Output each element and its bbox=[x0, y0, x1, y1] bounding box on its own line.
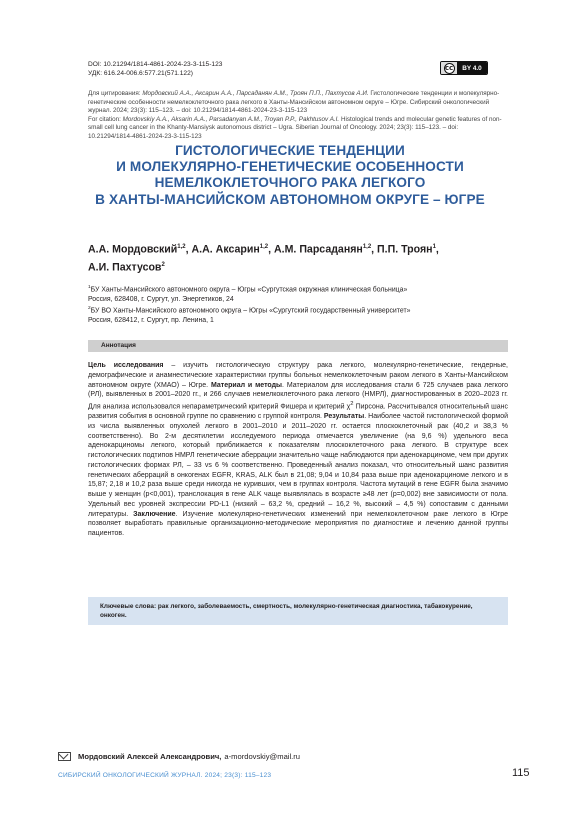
author-name: А.А. Аксарин bbox=[191, 243, 260, 256]
author-affil-sup: 1,2 bbox=[177, 244, 186, 250]
page-number: 115 bbox=[512, 767, 530, 779]
affil-address: Россия, 628408, г. Сургут, ул. Энергетиков, 24 bbox=[88, 295, 234, 303]
keywords-label: Ключевые слова: bbox=[100, 603, 157, 610]
corresponding-author bbox=[58, 752, 300, 761]
results-text: . Наиболее частой гистологической формой из числа выявленных опухолей легкого в 2001–2010 и 2011–2020 гг. остается плоскоклеточный рак (40,2 и 38,3 % соответственно). Во 2-м десятилетии исследуемого периода отмечается увеличение (на 9,6 %) удельного веса аденокарциномы легкого, который приближается к показателям плоскоклеточного рака легкого. В структуре всех гистологических подтипов НМРЛ генетические аберрации значительно чаще наблюдаются при аденокарциноме, чем при других гистологических формах РЛ, – 33 vs 6 % соответственно. Проведенный анализ показал, что относительный шанс развития генетических аберраций в онкогенах EGFR, KRAS, ALK был в 21,08; 9,04 и 10,84 раза выше при аденокарциноме легкого и в 15,87; 2,18 и 10,2 раза выше среди никогда не куривших, чем в группах контроля. Частота мутаций в гене EGFR была значимо выше у женщин (p<0,001), транслокация в гене ALK чаще выявлялась в возрасте ≥48 лет (p=0,002) вне зависимости от пола. Удельный вес уровней экспрессии PD-L1 (низкий – 63,2 %, средний – 16,2 %, высокий – 4,5 %) сопоставим с данными литературы. bbox=[88, 413, 509, 518]
cc-license-badge[interactable] bbox=[440, 61, 488, 75]
affil-sup: 2 bbox=[88, 306, 91, 312]
citation-ru-text: Гистологические тенденции и молекулярно-генетические особенности немелкоклеточного рака легкого в Ханты-Мансийском автономном округе – Югре. Сибирский онкологический журнал. 2024; 23(3): 115–123. – doi: 10.21294/1814-4861-2024-23-3-115-123 bbox=[88, 90, 500, 115]
affil-org: БУ Ханты-Мансийского автономного округа – Югры «Сургутская окружная клиническая больница» bbox=[90, 286, 408, 294]
author-list: А.А. Мордовский$^{1,2}$, А.А. Аксарин$^{1,2}$, А.М. Парсаданян$^{1,2}$, П.П. Троян$^1$, А.И. Пахтусов$^2$ bbox=[88, 243, 439, 274]
article-meta bbox=[88, 60, 222, 78]
envelope-icon bbox=[58, 752, 71, 761]
citation-ru-label: Для цитирования: bbox=[88, 90, 141, 97]
chi-sup: 2 bbox=[350, 401, 354, 407]
contact-email[interactable]: a-mordovskiy@mail.ru bbox=[224, 752, 301, 761]
cc-icon: cc bbox=[444, 63, 454, 72]
citation-ru-authors: Мордовский А.А., Аксарин А.А., Парсаданян А.М., Троян П.П., Пахтусов А.И. bbox=[142, 90, 369, 97]
title-line: ГИСТОЛОГИЧЕСКИЕ ТЕНДЕНЦИИ bbox=[175, 143, 405, 158]
author-affil-sup: 2 bbox=[161, 261, 165, 268]
license-label: BY 4.0 bbox=[457, 62, 487, 74]
author-name: А.И. Пахтусов bbox=[88, 261, 162, 274]
conclusion-text: . Изучение молекулярно-генетических изменений при немелкоклеточном раке легкого в Югре позволяет выработать правильные организационно-методические мероприятия по диагностике и лечению данной группы пациентов. bbox=[88, 510, 509, 538]
author-affil-sup: 1,2 bbox=[259, 244, 269, 250]
udc: УДК: 616.24-006.6:577.21(571.122) bbox=[88, 70, 193, 77]
author-name: А.М. Парсаданян bbox=[274, 243, 363, 256]
affil-sup: 1 bbox=[88, 285, 91, 290]
author-affil-sup: 1 bbox=[432, 244, 436, 250]
methods-label: Материал и методы bbox=[210, 381, 283, 389]
author-affil-sup: 1,2 bbox=[362, 244, 372, 250]
keywords-box bbox=[88, 597, 508, 625]
journal-footer: СИБИРСКИЙ ОНКОЛОГИЧЕСКИЙ ЖУРНАЛ. 2024; 23(3): 115–123 bbox=[58, 772, 272, 779]
citation-en-authors: Mordovskiy A.A., Aksarin A.A., Parsadanyan A.M., Troyan P.P., Pakhtusov A.I. bbox=[122, 115, 340, 123]
affiliations bbox=[88, 283, 508, 325]
conclusion-label: Заключение bbox=[133, 510, 176, 518]
keywords-text: рак легкого, заболеваемость, смертность, молекулярно-генетическая диагностика, табакокурение, онкоген. bbox=[100, 603, 473, 619]
contact-name: Мордовский Алексей Александрович, bbox=[78, 752, 222, 761]
affil-address: Россия, 628412, г. Сургут, пр. Ленина, 1 bbox=[88, 316, 214, 324]
aim-label: Цель исследования bbox=[88, 362, 164, 369]
author-name: А.А. Мордовский bbox=[88, 243, 178, 256]
citation-en-text: Histological trends and molecular genetic features of non-small cell lung cancer in the Khanty-Mansiysk autonomous district – Ugra. Siberian Journal of Oncology. 2024; 23(3): 115–123. – doi: 10.21294/1814-4861-2024-23-3-115-123 bbox=[88, 115, 502, 140]
results-label: Результаты bbox=[323, 413, 365, 421]
title-line: НЕМЕЛКОКЛЕТОЧНОГО РАКА ЛЕГКОГО bbox=[154, 175, 426, 191]
article-title bbox=[60, 143, 520, 208]
affil-org: БУ ВО Ханты-Мансийского автономного округа – Югры «Сургутский государственный университет» bbox=[90, 307, 411, 315]
affiliation bbox=[88, 304, 508, 325]
title-line: И МОЛЕКУЛЯРНО-ГЕНЕТИЧЕСКИЕ ОСОБЕННОСТИ bbox=[116, 159, 464, 175]
doi[interactable]: DOI: 10.21294/1814-4861-2024-23-3-115-123 bbox=[88, 61, 223, 68]
methods-text: . Материалом для исследования стали 6 725 случаев рака легкого (РЛ), выявленных в 2001–2020 гг., и 266 случаев немелкоклеточного рака легкого (НМРЛ), диагностированных в 2020–2023 гг. Для анализа использовался непараметрический критерий Фишера и критерий χ bbox=[88, 381, 509, 411]
methods-text-2: Пирсона. Рассчитывался относительный шанс развития события в основной группе по сравнению с группой контроля. bbox=[88, 403, 508, 421]
author-name: П.П. Троян bbox=[377, 243, 433, 256]
abstract-heading: Аннотация bbox=[101, 342, 136, 349]
citation-en-label: For citation: bbox=[88, 115, 121, 123]
abstract-text bbox=[88, 361, 508, 539]
abstract-heading-bar bbox=[88, 340, 508, 352]
citation-block bbox=[88, 90, 502, 142]
aim-text: – изучить гистологическую структуру рака легкого, молекулярно-генетические, гендерные, демографические и анамнестические характеристики группы больных немелкоклеточным раком легкого в Ханты-Мансийском автономном округе (ХМАО) – Югре. bbox=[88, 362, 508, 389]
affiliation bbox=[88, 283, 508, 304]
title-line: В ХАНТЫ-МАНСИЙСКОМ АВТОНОМНОМ ОКРУГЕ – ЮГРЕ bbox=[95, 191, 485, 207]
